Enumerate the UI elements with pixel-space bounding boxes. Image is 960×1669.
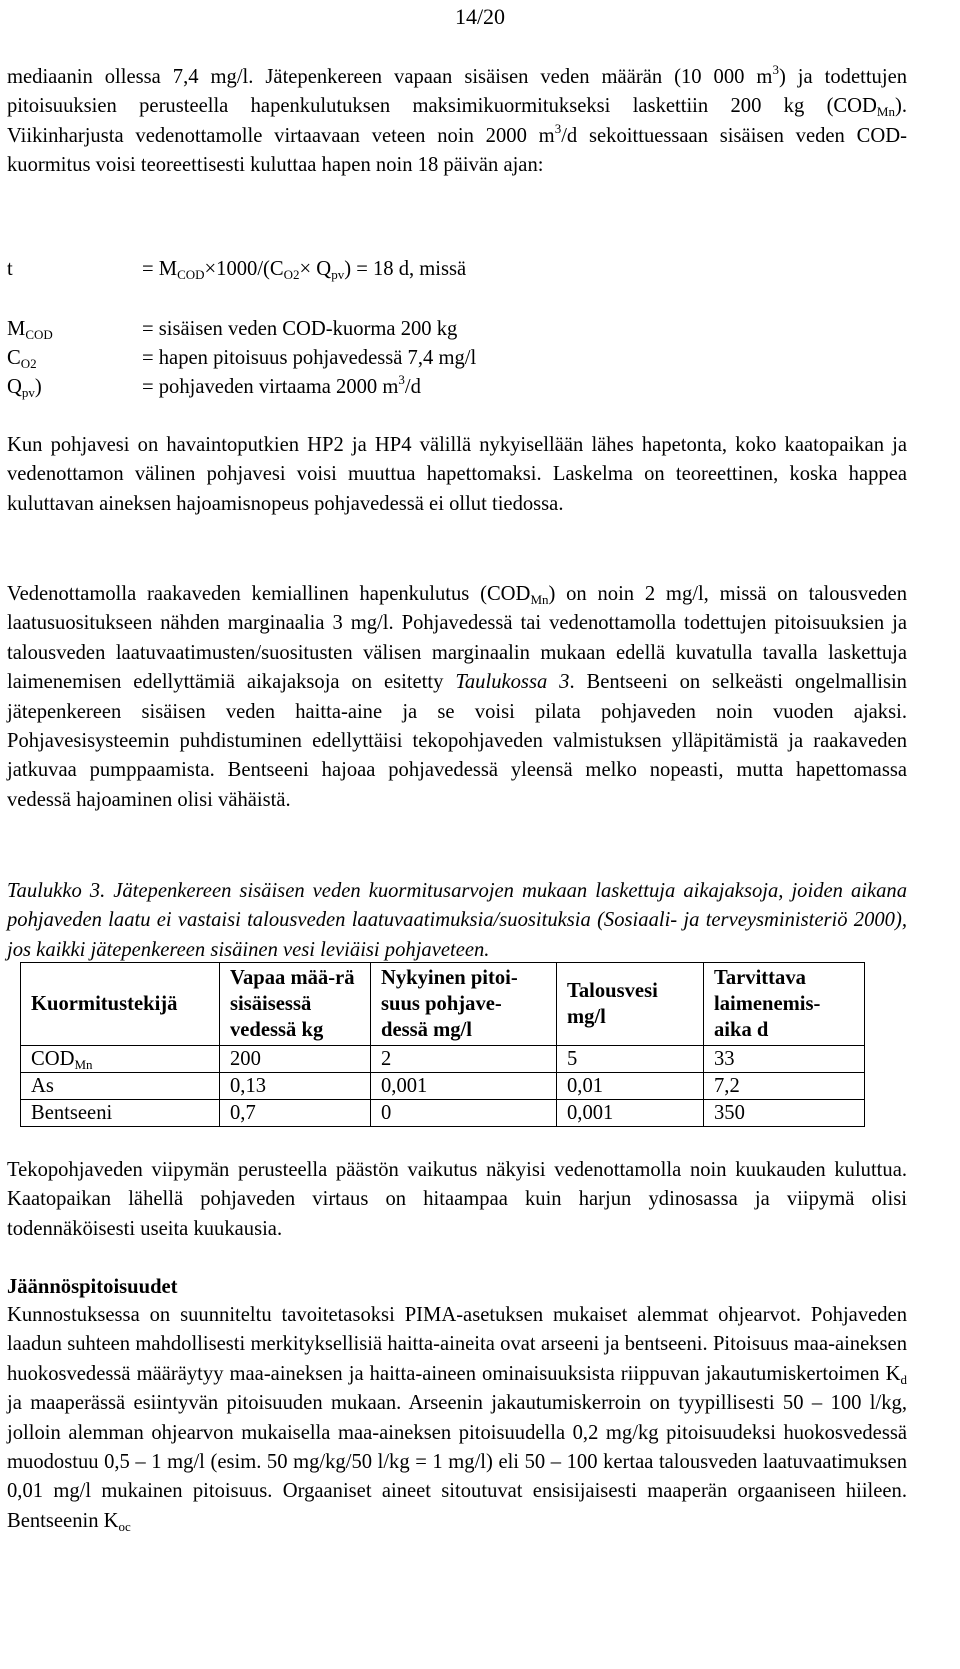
table-row: Bentseeni 0,7 0 0,001 350 bbox=[21, 1100, 865, 1127]
header-drinking-water: Talousvesi mg/l bbox=[557, 963, 704, 1046]
formula-lhs: t bbox=[7, 258, 13, 280]
paragraph-anoxic: Kun pohjavesi on havaintoputkien HP2 ja HP4 välillä nykyisellään lähes hapetonta, koko kaatopaikan ja vedenottamon välinen pohjavesi voisi muuttua hapettomaksi. Laskelma on teoreettinen, koska happea kuluttavan aineksen hajoamisnopeus pohjavedessä ei ollut tiedossa. bbox=[7, 434, 907, 515]
paragraph-delay: Tekopohjaveden viipymän perusteella päästön vaikutus näkyisi vedenottamolla noin kuukauden kuluttua. Kaatopaikan lähellä pohjaveden virtaus on hitaampaa kuin harjun ydinosassa ja viipymä olisi todennäköisesti useita kuukausia. bbox=[7, 1159, 907, 1240]
document-page: 14/20 mediaanin ollessa 7,4 mg/l. Jätepenkereen vapaan sisäisen veden määrän (10 000 $m^3$) ja todettujen pitoisuuksien perusteella hapenkulutuksen maksimikuormitukseksi laskettiin 200 kg $(COD_{Mn})$. Viikinharjusta vedenottamolle virtaavaan veteen noin 2000 $m^3/d$ sekoittuessaan sisäisen veden COD-kuormitus voisi teoreettisesti kuluttaa hapen noin 18 päivän ajan: t = $M_{COD}\times 1000/(C_{O2}\times Q_{pv}) = 18$ d, missä $M_{COD}$ = sisäisen veden COD-kuorma 200 kg $C_{O2}$ = hapen pitoisuus pohjavedessä 7,4 mg/l $Q_{pv}$) = pohjaveden virtaama 2000 $m^3/d$ Kun pohjavesi on havaintoputkien HP2 ja HP4 välillä nykyisellään lähes hapetonta, koko kaatopaikan ja vedenottamon välinen pohjavesi voisi muuttua hapettomaksi. Laskelma on teoreettinen, koska happea kuluttavan aineksen hajoamisnopeus pohjavedessä ei ollut tiedossa. Vedenottamolla raakaveden kemiallinen hapenkulutus $(COD_{Mn})$ on noin 2 mg/l, missä on talousveden laatusuositukseen nähden marginaalia 3 mg/l. Pohjavedessä tai vedenottamolla todettujen pitoisuuksien ja talousveden laatuvaatimusten/suositusten välisen marginaalin mukaan edellä kuvatulla tavalla laskettuja laimenemisen edellyttämiä aikajaksoja on esitetty Taulukossa 3. Bentseeni on selkeästi ongelmallisin jätepenkereen sisäisen veden haitta-aine ja se voisi pilata pohjaveden noin vuoden ajaksi. Pohjavesisysteemin puhdistuminen edellyttäisi tekopohjaveden valmistuksen ylläpitämistä ja raakaveden jatkuvaa pumppaamista. Bentseeni hajoaa pohjavedessä yleensä melko nopeasti, mutta hapettomassa vedessä hajoaminen olisi vähäistä. Taulukko 3. Jätepenkereen sisäisen veden kuormitusarvojen mukaan laskettuja aikajaksoja, joiden aikana pohjaveden laatu ei vastaisi talousveden laatuvaatimuksia/suosituksia (Sosiaali- ja terveysministeriö 2000), jos kaikki jätepenkereen sisäinen vesi leviäisi pohjaveteen. Kuormitustekijä Vapaa mää-rä sisäisessä vedessä kg Nykyinen pitoi-suus pohjave-dessä mg/l Talousvesi mg/l Tarvittava laimenemis-aika d $COD_{Mn}$ 200 2 5 33 As 0,13 0,001 0,01 7,2 Bentseeni 0,7 0 0,001 350 Tekopohjaveden viipymän perusteella päästön vaikutus näkyisi vedenottamolla noin kuukauden kuluttua. Kaatopaikan lähellä pohjaveden virtaus on hitaampaa kuin harjun ydinosassa ja viipymä olisi todennäköisesti useita kuukausia. Jäännöspitoisuudet Kunnostuksessa on suunniteltu tavoitetasoksi PIMA-asetuksen mukaiset alemmat ohjearvot. Pohjaveden laadun suhteen mahdollisesti merkityksellisiä haitta-aineita ovat arseeni ja bentseeni. Pitoisuus maa-aineksen huokosvedessä määräytyy maa-aineksen ja haitta-aineen ominaisuuksista riippuvan jakautumiskertoimen $K_d$ ja maaperässä esiintyvän pitoisuuden mukaan. Arseenin jakautumiskerroin on tyypillisesti 50 – 100 l/kg, jolloin alemman ohjearvon mukaisella maa-aineksen pitoisuudella 0,2 mg/kg pitoisuudeksi huokosvedessä muodostuu 0,5 – 1 mg/l (esim. 50 mg/kg/50 l/kg = 1 mg/l) eli 50 – 100 kertaa talousveden laatuvaatimuksen 0,01 mg/l mukainen pitoisuus. Orgaaniset aineet sitoutuvat ensisijaisesti maaperän orgaaniseen hiileen. Bentseenin $K_{oc}$ bbox=[0, 0, 960, 1669]
formula-rhs: = $M_{COD}\times 1000/(C_{O2}\times Q_{pv}) = 18$ d, missä bbox=[142, 258, 467, 282]
table-row: $COD_{Mn}$ 200 2 5 33 bbox=[21, 1046, 865, 1073]
table-header-row bbox=[21, 963, 865, 1046]
paragraph-residual: Kunnostuksessa on suunniteltu tavoitetasoksi PIMA-asetuksen mukaiset alemmat ohjearvot. Pohjaveden laadun suhteen mahdollisesti merkityksellisiä haitta-aineita ovat arseeni ja bentseeni. Pitoisuus maa-aineksen huokosvedessä määräytyy maa-aineksen ja haitta-aineen ominaisuuksista riippuvan jakautumiskertoimen $K_d$ ja maaperässä esiintyvän pitoisuuden mukaan. Arseenin jakautumiskerroin on tyypillisesti 50 – 100 l/kg, jolloin alemman ohjearvon mukaisella maa-aineksen pitoisuudella 0,2 mg/kg pitoisuudeksi huokosvedessä muodostuu 0,5 – 1 mg/l (esim. 50 mg/kg/50 l/kg = 1 mg/l) eli 50 – 100 kertaa talousveden laatuvaatimuksen 0,01 mg/l mukainen pitoisuus. Orgaaniset aineet sitoutuvat ensisijaisesti maaperän orgaaniseen hiileen. Bentseenin $K_{oc}$ bbox=[7, 1304, 907, 1534]
header-current-conc: Nykyinen pitoi-suus pohjave-dessä mg/l bbox=[371, 963, 557, 1046]
header-free-amount: Vapaa mää-rä sisäisessä vedessä kg bbox=[220, 963, 371, 1046]
paragraph-raw-water: Vedenottamolla raakaveden kemiallinen hapenkulutus $(COD_{Mn})$ on noin 2 mg/l, missä on talousveden laatusuositukseen nähden marginaalia 3 mg/l. Pohjavedessä tai vedenottamolla todettujen pitoisuuksien ja talousveden laatuvaatimusten/suositusten välisen marginaalin mukaan edellä kuvatulla tavalla laskettuja laimenemisen edellyttämiä aikajaksoja on esitetty Taulukossa 3. Bentseeni on selkeästi ongelmallisin jätepenkereen sisäisen veden haitta-aine ja se voisi pilata pohjaveden noin vuoden ajaksi. Pohjavesisysteemin puhdistuminen edellyttäisi tekopohjaveden valmistuksen ylläpitämistä ja raakaveden jatkuvaa pumppaamista. Bentseeni hajoaa pohjavedessä yleensä melko nopeasti, mutta hapettomassa vedessä hajoaminen olisi vähäistä. bbox=[7, 583, 907, 811]
section-heading: Jäännöspitoisuudet bbox=[7, 1276, 178, 1298]
header-dilution-time: Tarvittava laimenemis-aika d bbox=[704, 963, 865, 1046]
header-load-factor: Kuormitustekijä bbox=[21, 963, 220, 1046]
table-caption: Taulukko 3. Jätepenkereen sisäisen veden kuormitusarvojen mukaan laskettuja aikajaksoja, joiden aikana pohjaveden laatu ei vastaisi talousveden laatuvaatimuksia/suosituksia (Sosiaali- ja terveysministeriö 2000), jos kaikki jätepenkereen sisäinen vesi leviäisi pohjaveteen. bbox=[7, 880, 907, 961]
page-number: 14/20 bbox=[454, 4, 506, 29]
dilution-table bbox=[20, 962, 865, 1127]
paragraph-cod-load: mediaanin ollessa 7,4 mg/l. Jätepenkereen vapaan sisäisen veden määrän (10 000 $m^3$) ja todettujen pitoisuuksien perusteella hapenkulutuksen maksimikuormitukseksi laskettiin 200 kg $(COD_{Mn})$. Viikinharjusta vedenottamolle virtaavaan veteen noin 2000 $m^3/d$ sekoittuessaan sisäisen veden COD-kuormitus voisi teoreettisesti kuluttaa hapen noin 18 päivän ajan: bbox=[7, 62, 908, 177]
table-row: As 0,13 0,001 0,01 7,2 bbox=[21, 1073, 865, 1100]
